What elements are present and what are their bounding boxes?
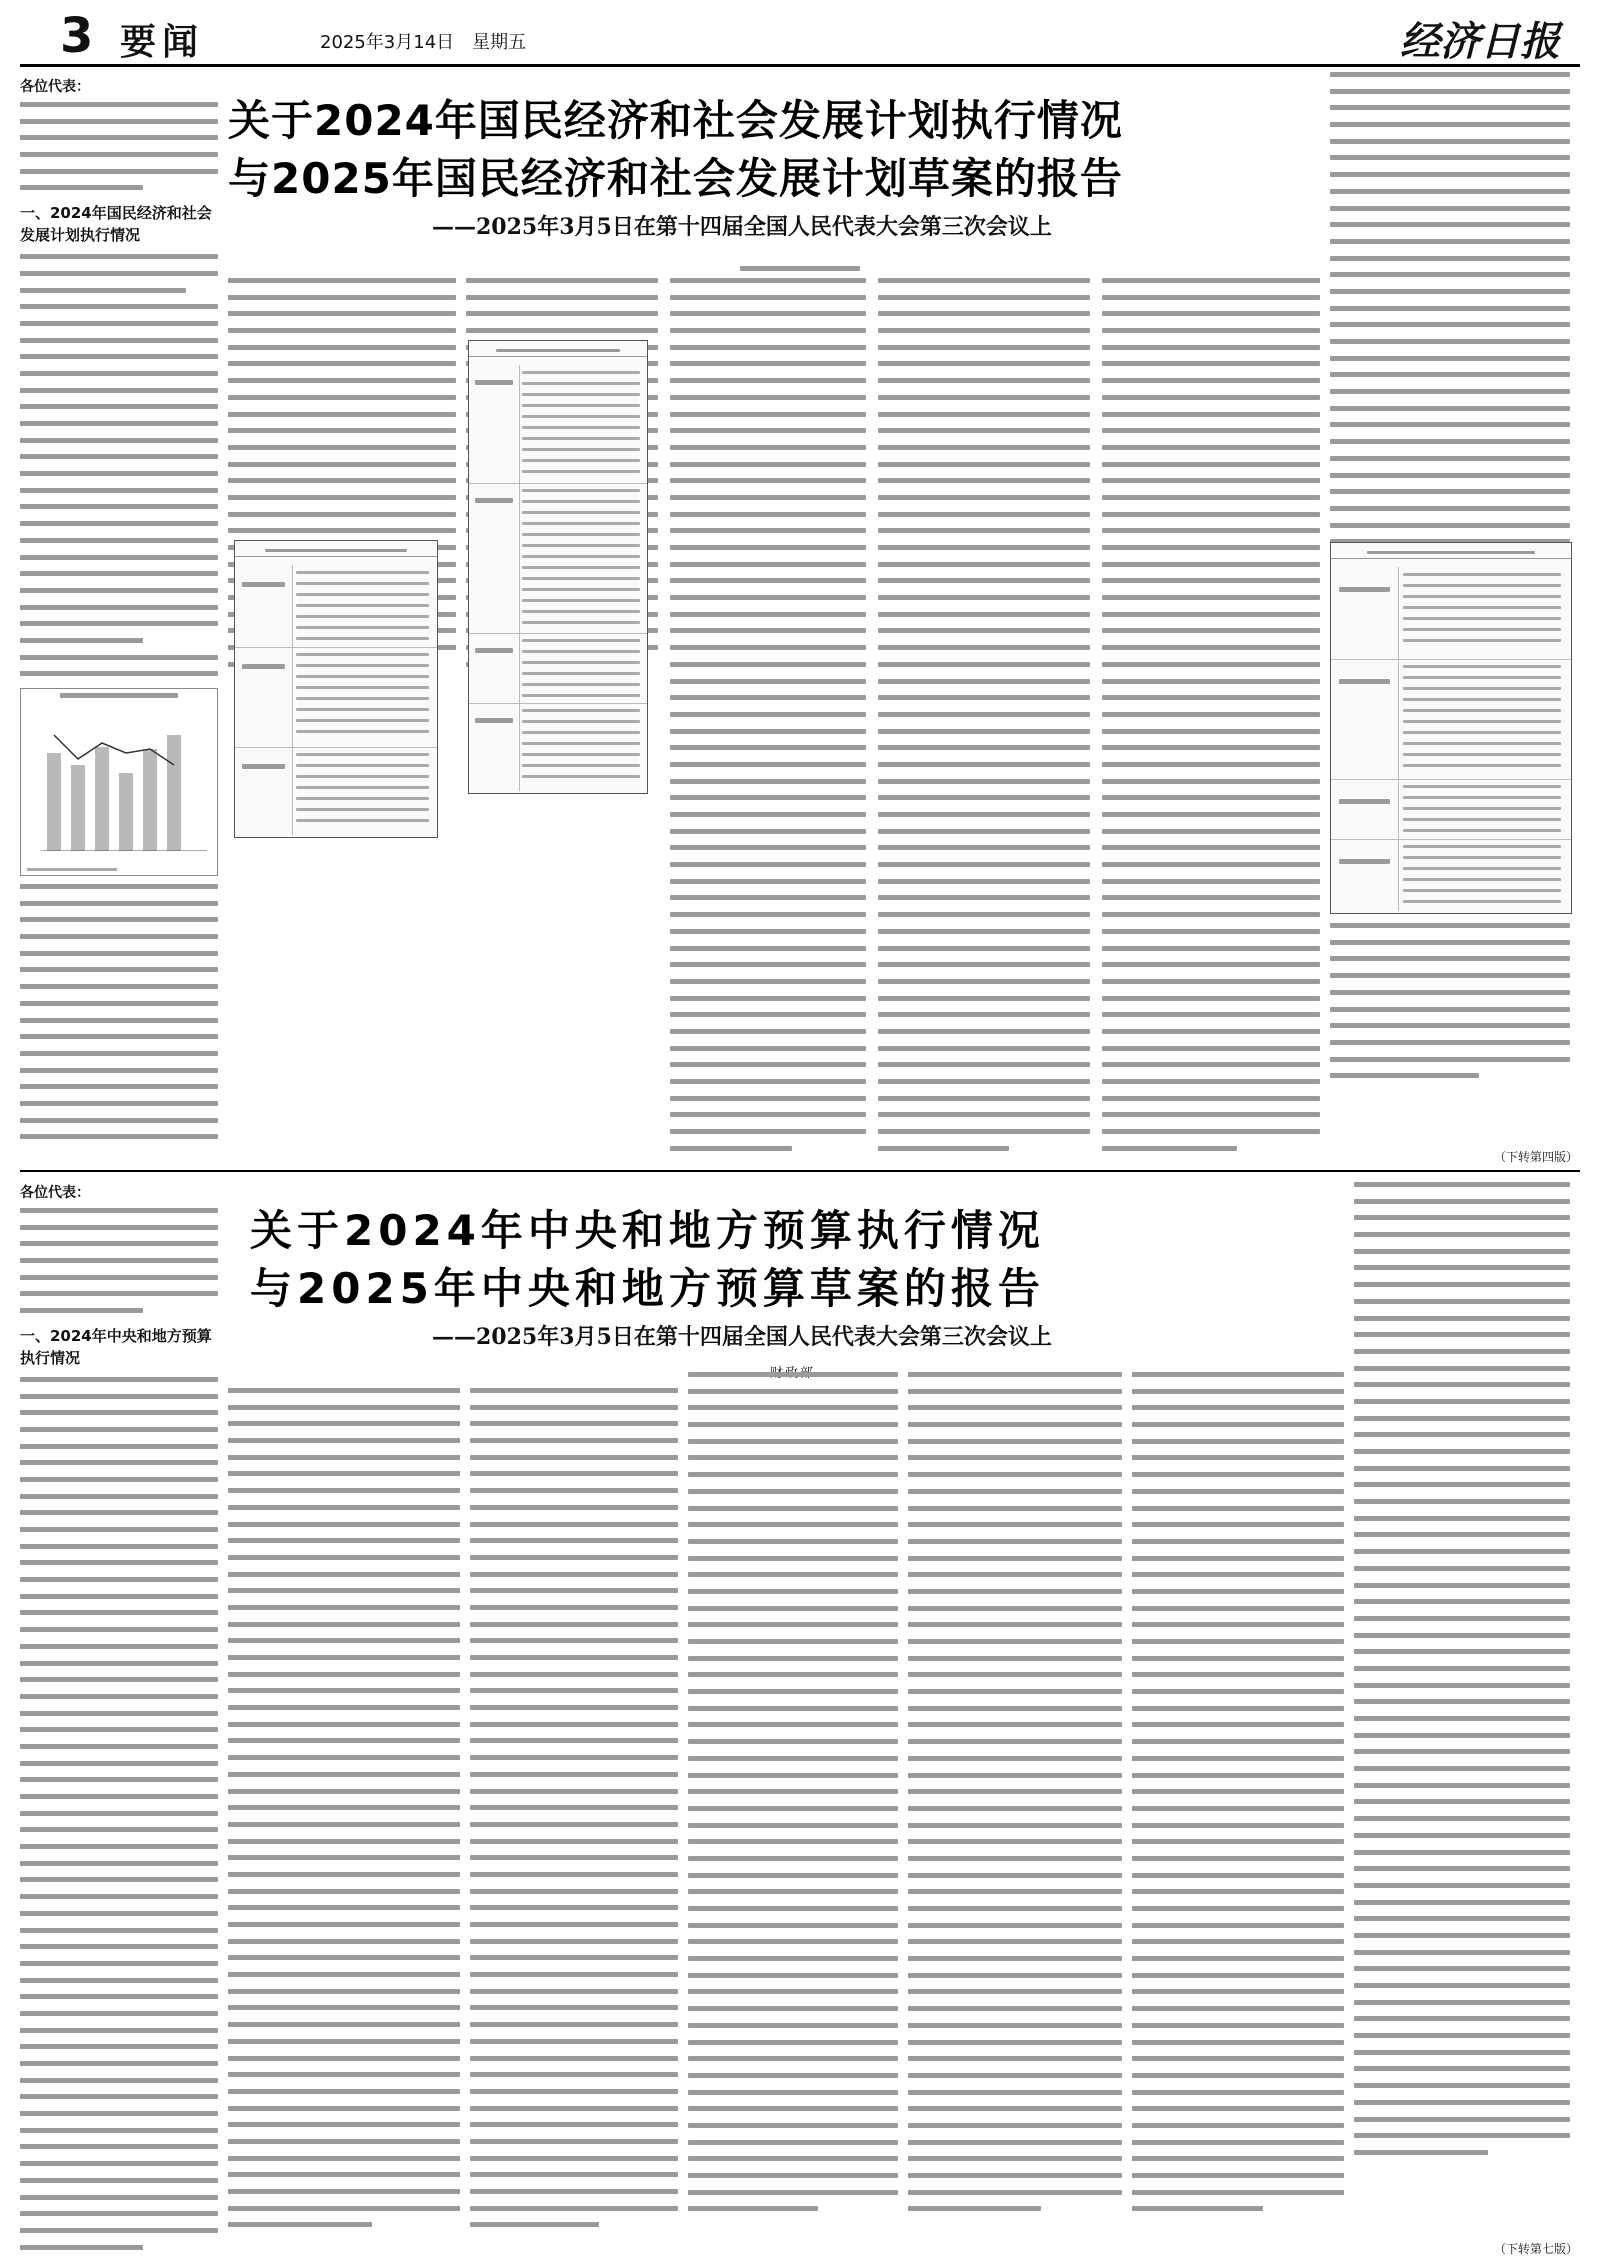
figure-bar <box>95 747 109 851</box>
figure-bar <box>71 765 85 851</box>
article1-column-6 <box>1102 278 1320 1158</box>
infobox-title-placeholder <box>1331 543 1571 559</box>
infobox-title-placeholder <box>469 341 647 357</box>
article1-headline-line1: 关于2024年国民经济和社会发展计划执行情况 <box>228 96 1123 145</box>
article1-figure <box>20 688 218 876</box>
figure-source-placeholder <box>27 868 117 871</box>
issue-date: 2025年3月14日 星期五 <box>320 32 527 53</box>
figure-bar <box>143 749 157 851</box>
article2-column-4 <box>688 1372 898 2258</box>
article2-section-heading: 一、2024年中央和地方预算执行情况 <box>20 1326 212 1367</box>
article2-column-2 <box>228 1388 460 2258</box>
article1-infobox-3 <box>1330 542 1572 914</box>
article2-right-column <box>1354 1182 1570 2258</box>
article2-headline-line1: 关于2024年中央和地方预算执行情况 <box>250 1206 1045 1255</box>
page-number: 3 <box>60 8 94 64</box>
article2-subheadline: ——2025年3月5日在第十四届全国人民代表大会第三次会议上 <box>432 1324 1052 1350</box>
figure-bar <box>47 753 61 851</box>
article1-continued-note: （下转第四版） <box>1494 1150 1579 1164</box>
article1-body-text <box>20 884 218 1139</box>
figure-title-placeholder <box>21 693 217 698</box>
article1-salutation: 各位代表： <box>20 79 90 95</box>
article2-headline-line2: 与2025年中央和地方预算草案的报告 <box>250 1264 1045 1313</box>
article2-column-6 <box>1132 1372 1344 2258</box>
article1-subheadline: ——2025年3月5日在第十四届全国人民代表大会第三次会议上 <box>432 214 1052 240</box>
article2-intro-text <box>20 1208 218 1313</box>
masthead <box>20 8 1580 67</box>
article1-headline-line2: 与2025年国民经济和社会发展计划草案的报告 <box>228 154 1123 203</box>
article2-salutation: 各位代表： <box>20 1185 90 1201</box>
article1-left-column-lower <box>20 884 218 1164</box>
figure-bar <box>167 735 181 851</box>
section-name: 要闻 <box>120 22 205 63</box>
article2-continued-note: （下转第七版） <box>1494 2242 1579 2256</box>
article2-left-column <box>20 1182 218 2262</box>
article1-column-4 <box>670 278 866 1158</box>
figure-bar <box>119 773 133 851</box>
article-economic-plan-report <box>20 72 1580 1172</box>
article1-org <box>740 262 860 274</box>
article2-column-5 <box>908 1372 1122 2258</box>
article2-body-text <box>20 1377 218 2250</box>
article1-infobox-2 <box>468 340 648 794</box>
article1-column-5 <box>878 278 1090 1158</box>
article1-section-heading: 一、2024年国民经济和社会发展计划执行情况 <box>20 204 212 245</box>
article1-intro-text <box>20 102 218 190</box>
infobox-title-placeholder <box>235 541 437 557</box>
article1-infobox-1 <box>234 540 438 838</box>
figure-plot <box>41 713 207 851</box>
article2-column-3 <box>470 1388 678 2258</box>
paper-logo: 经济日报 <box>1400 18 1560 65</box>
article1-body-text <box>20 254 218 760</box>
article-budget-report <box>20 1182 1580 2262</box>
